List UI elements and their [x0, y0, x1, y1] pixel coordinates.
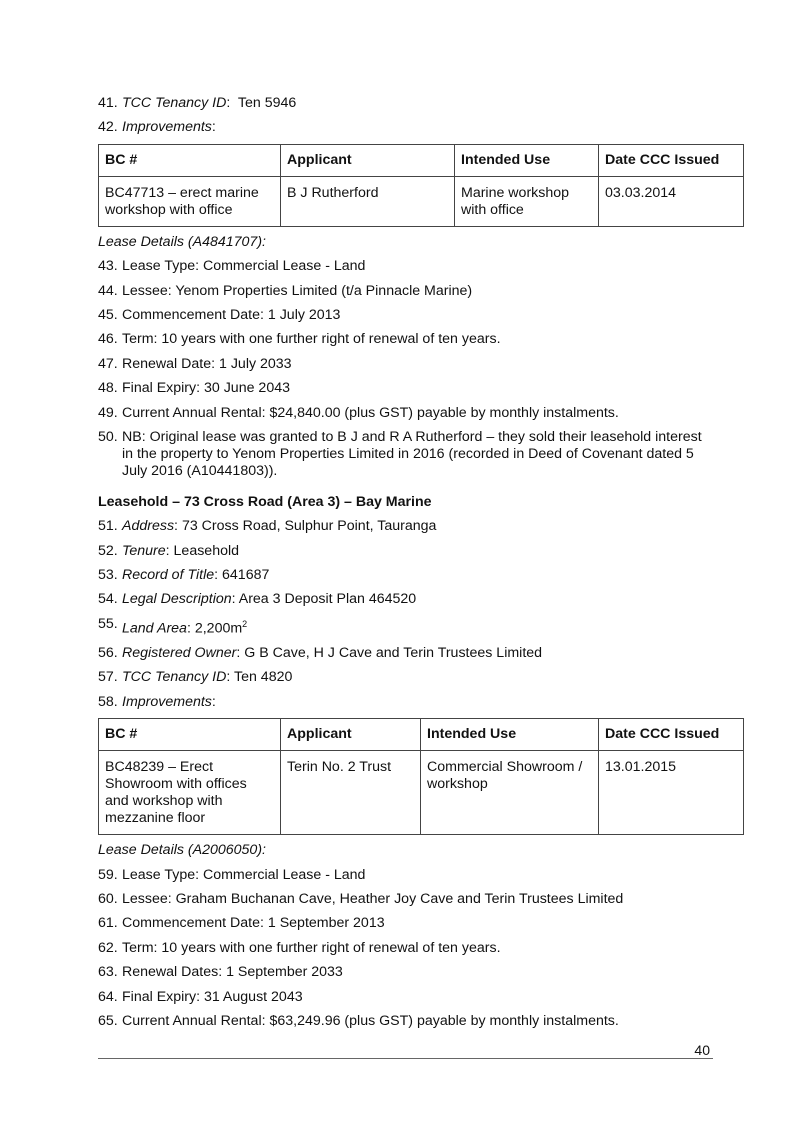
improvements-table-1: [98, 144, 744, 227]
section-heading: Leasehold – 73 Cross Road (Area 3) – Bay Marine: [98, 493, 432, 510]
list-item: 48. Final Expiry: 30 June 2043: [98, 380, 290, 397]
table-header: Applicant: [281, 144, 455, 176]
list-item: 58. Improvements:: [98, 693, 216, 710]
table-cell: BC47713 – erect marine workshop with office: [99, 176, 281, 226]
page-number: 40: [694, 1042, 710, 1058]
table-header: Applicant: [281, 719, 421, 751]
list-item: 52. Tenure: Leasehold: [98, 542, 240, 559]
list-item: 43. Lease Type: Commercial Lease - Land: [98, 258, 366, 275]
list-item: 44. Lessee: Yenom Properties Limited (t/a Pinnacle Marine): [98, 282, 473, 299]
list-item: 60. Lessee: Graham Buchanan Cave, Heather Joy Cave and Terin Trustees Limited: [98, 890, 624, 907]
table-cell: 13.01.2015: [599, 751, 744, 835]
list-item: 54. Legal Description: Area 3 Deposit Plan 464520: [98, 591, 417, 608]
table-header: Intended Use: [455, 144, 599, 176]
list-item: 61. Commencement Date: 1 September 2013: [98, 915, 385, 932]
list-item: 59. Lease Type: Commercial Lease - Land: [98, 866, 366, 883]
improvements-table-2: [98, 718, 744, 835]
page-content: [98, 95, 743, 1037]
list-item: 50. NB: Original lease was granted to B J and R A Rutherford – they sold their leasehold interest in the property to Yenom Properties Limited in 2016 (recorded in Deed of Covenant dated 5 July 2016 (A10441803)).: [98, 428, 702, 479]
footer-divider: [98, 1058, 713, 1059]
list-item: 64. Final Expiry: 31 August 2043: [98, 988, 303, 1005]
table-header: BC #: [99, 719, 281, 751]
table-header: Date CCC Issued: [599, 719, 744, 751]
list-item: 47. Renewal Date: 1 July 2033: [98, 355, 292, 372]
list-item: 62. Term: 10 years with one further right of renewal of ten years.: [98, 939, 501, 956]
list-item: 49. Current Annual Rental: $24,840.00 (plus GST) payable by monthly instalments.: [98, 404, 619, 421]
table-header-row: [99, 144, 744, 176]
list-item: 55. Land Area: $2,200m^2$: [98, 615, 248, 637]
table-header-row: [99, 719, 744, 751]
list-item: 46. Term: 10 years with one further right of renewal of ten years.: [98, 331, 501, 348]
list-item: 56. Registered Owner: G B Cave, H J Cave and Terin Trustees Limited: [98, 644, 543, 661]
table-header: BC #: [99, 144, 281, 176]
table-row: [99, 751, 744, 835]
table-header: Intended Use: [421, 719, 599, 751]
table-cell: Terin No. 2 Trust: [281, 751, 421, 835]
table-header: Date CCC Issued: [599, 144, 744, 176]
table-row: [99, 176, 744, 226]
list-item: 63. Renewal Dates: 1 September 2033: [98, 964, 343, 981]
list-item: 51. Address: 73 Cross Road, Sulphur Point, Tauranga: [98, 518, 437, 535]
list-item: 65. Current Annual Rental: $63,249.96 (plus GST) payable by monthly instalments.: [98, 1012, 619, 1029]
table-cell: Marine workshop with office: [455, 176, 599, 226]
lease-details-heading: Lease Details (A4841707):: [98, 233, 266, 250]
list-item: 41. TCC Tenancy ID: Ten 5946: [98, 95, 297, 111]
list-item: 45. Commencement Date: 1 July 2013: [98, 306, 341, 323]
table-cell: B J Rutherford: [281, 176, 455, 226]
lease-details-heading: Lease Details (A2006050):: [98, 842, 266, 859]
table-cell: BC48239 – Erect Showroom with offices and workshop with mezzanine floor: [99, 751, 281, 835]
table-cell: Commercial Showroom / workshop: [421, 751, 599, 835]
list-item: 53. Record of Title: 641687: [98, 567, 270, 584]
list-item: 57. TCC Tenancy ID: Ten 4820: [98, 669, 293, 686]
table-cell: 03.03.2014: [599, 176, 744, 226]
list-item: 42. Improvements:: [98, 119, 216, 136]
